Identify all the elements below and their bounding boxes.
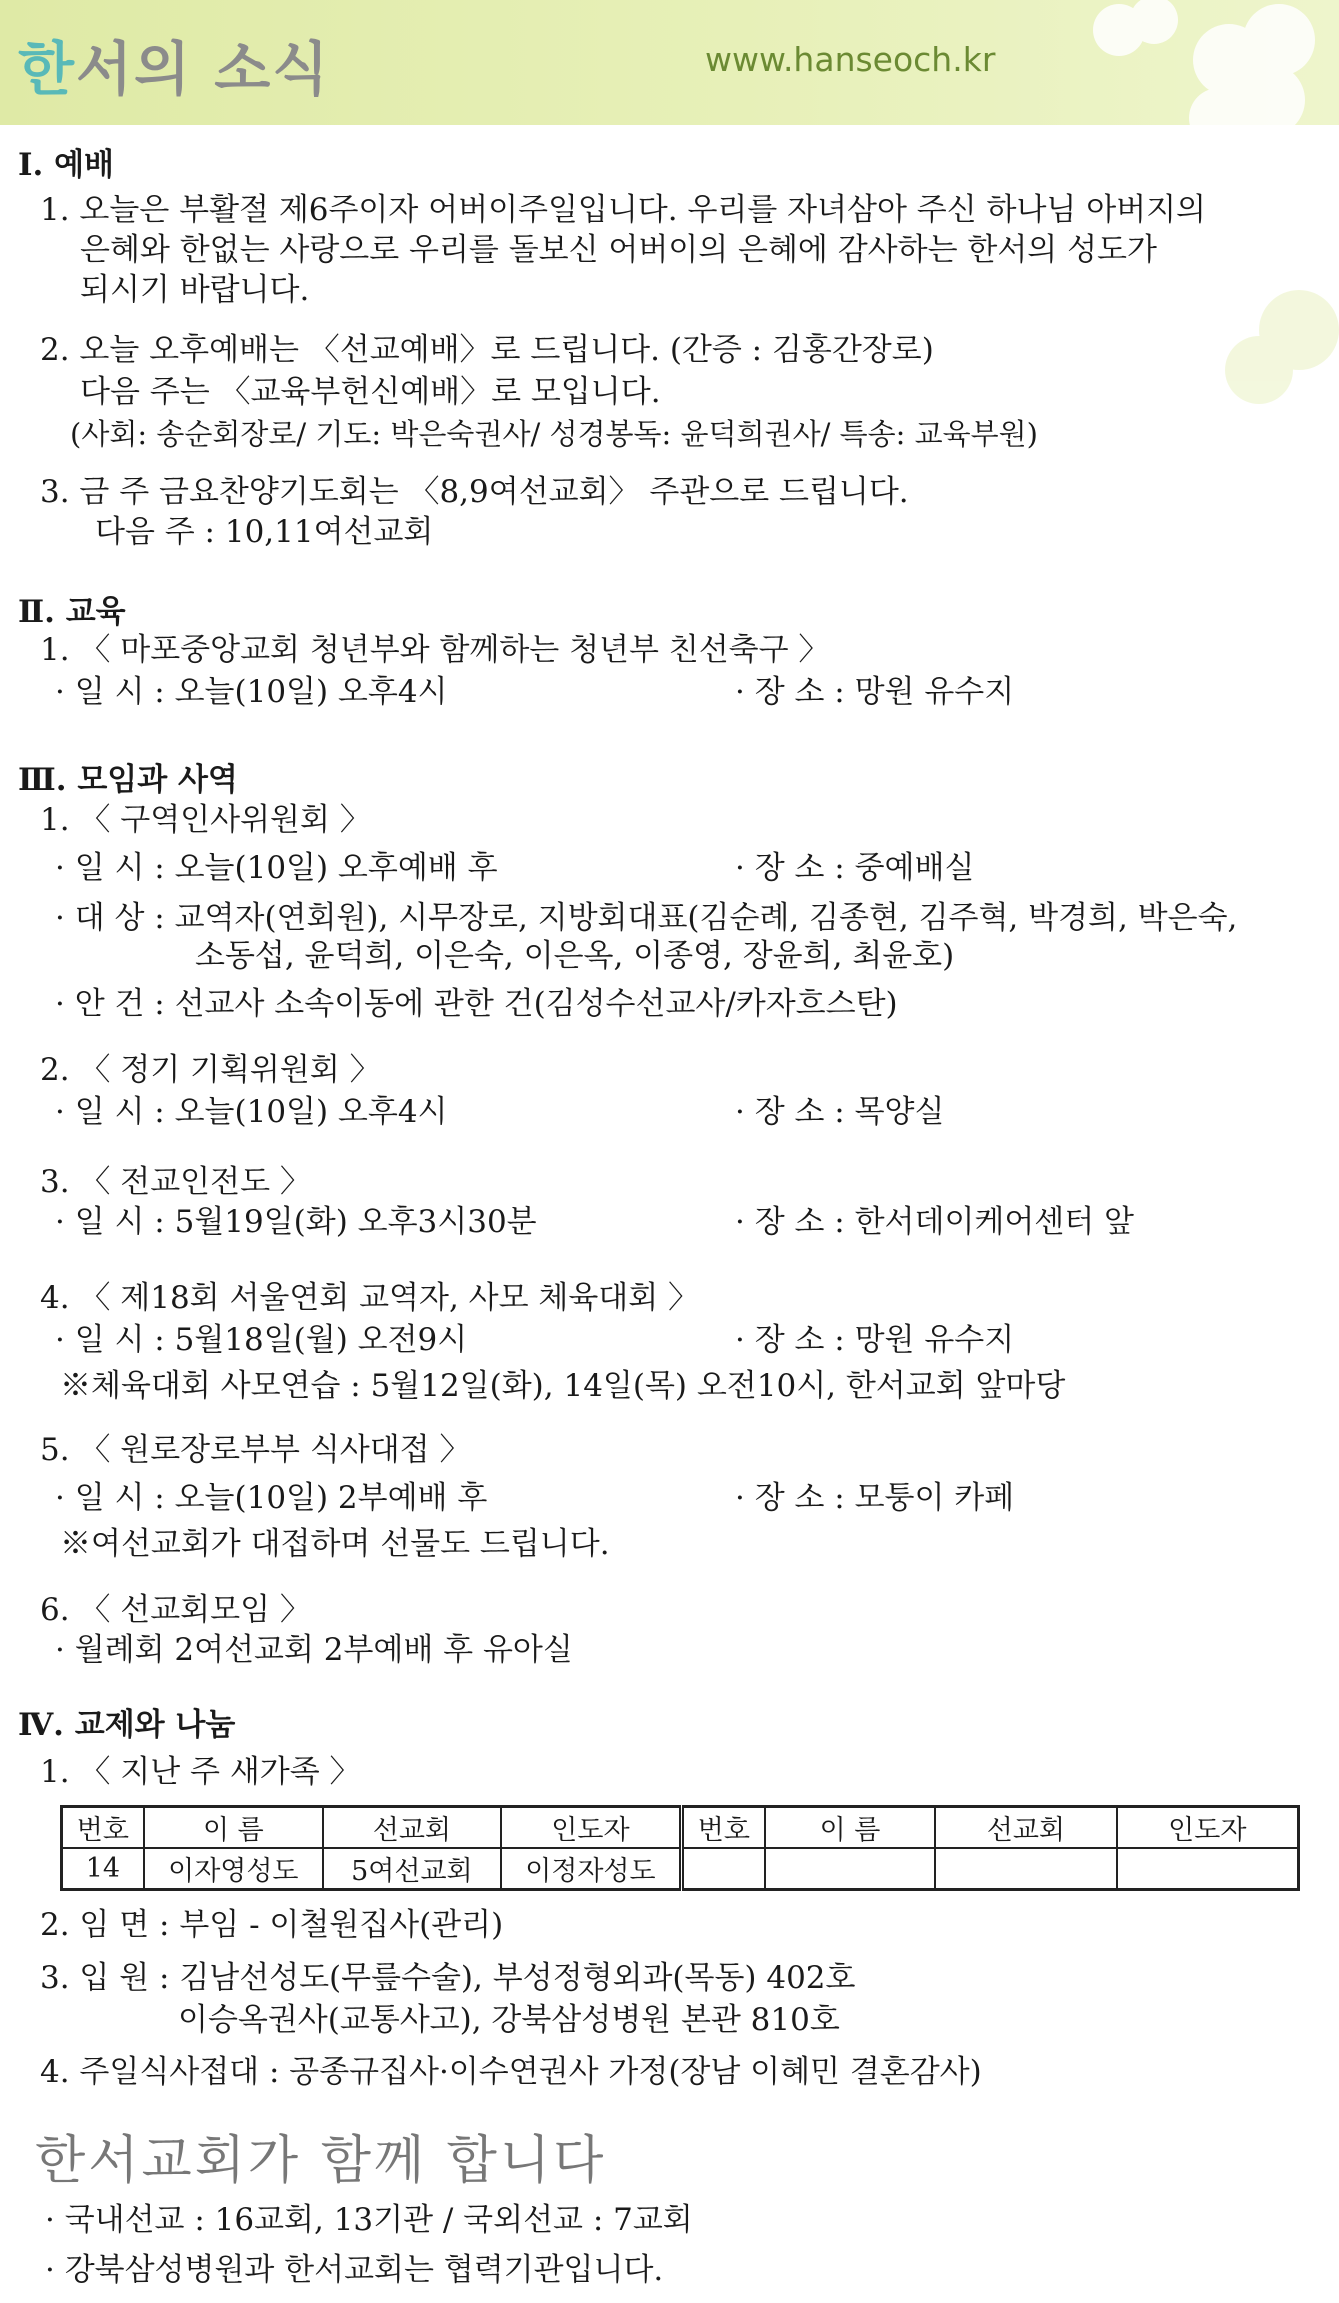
section-worship-heading: Ⅰ. 예배 <box>18 147 114 183</box>
meeting-item-5-where: · 장 소 : 모퉁이 카페 <box>735 1480 1015 1516</box>
footer-line-1: · 국내선교 : 16교회, 13기관 / 국외선교 : 7교회 <box>45 2202 693 2238</box>
table-header-row <box>62 1807 1299 1849</box>
table-header-cell: 인도자 <box>501 1807 682 1849</box>
worship-item-2-line-3: (사회: 송순회장로/ 기도: 박은숙권사/ 성경봉독: 윤덕희권사/ 특송: 교육부원) <box>70 417 1038 451</box>
worship-item-3-line-1: 3. 금 주 금요찬양기도회는 〈8,9여선교회〉 주관으로 드립니다. <box>40 474 909 510</box>
meeting-item-5-note: ※여선교회가 대접하며 선물도 드립니다. <box>60 1526 610 1562</box>
fellowship-item-3-line-1: 3. 입 원 : 김남선성도(무릎수술), 부성정형외과(목동) 402호 <box>40 1960 856 1996</box>
meeting-item-4-where: · 장 소 : 망원 유수지 <box>735 1322 1015 1358</box>
meeting-item-1-where: · 장 소 : 중예배실 <box>735 850 975 886</box>
meeting-item-1-target-line-1: · 대 상 : 교역자(연회원), 시무장로, 지방회대표(김순례, 김종현, 김주혁, 박경희, 박은숙, <box>55 900 1238 936</box>
worship-item-1-line-2: 은혜와 한없는 사랑으로 우리를 돌보신 어버이의 은혜에 감사하는 한서의 성도가 <box>80 232 1157 268</box>
fellowship-item-3-line-2: 이승옥권사(교통사고), 강북삼성병원 본관 810호 <box>178 2002 840 2038</box>
meeting-item-3-title: 3. 〈 전교인전도 〉 <box>40 1164 311 1200</box>
table-cell <box>681 1848 764 1890</box>
section-fellowship-heading: Ⅳ. 교제와 나눔 <box>18 1707 236 1743</box>
meeting-item-5-when: · 일 시 : 오늘(10일) 2부예배 후 <box>55 1480 488 1516</box>
table-cell: 이정자성도 <box>501 1848 682 1890</box>
meeting-item-1-when: · 일 시 : 오늘(10일) 오후예배 후 <box>55 850 498 886</box>
meeting-item-3-when: · 일 시 : 5월19일(화) 오후3시30분 <box>55 1204 537 1240</box>
meeting-item-4-title: 4. 〈 제18회 서울연회 교역자, 사모 체육대회 〉 <box>40 1280 700 1316</box>
meeting-item-4-when: · 일 시 : 5월18일(월) 오전9시 <box>55 1322 468 1358</box>
table-cell <box>765 1848 935 1890</box>
fellowship-item-2: 2. 임 면 : 부임 - 이철원집사(관리) <box>40 1907 504 1943</box>
fellowship-item-1-title: 1. 〈 지난 주 새가족 〉 <box>40 1754 361 1790</box>
table-row <box>62 1848 1299 1890</box>
meeting-item-6-title: 6. 〈 선교회모임 〉 <box>40 1592 311 1628</box>
meeting-item-5-title: 5. 〈 원로장로부부 식사대접 〉 <box>40 1432 471 1468</box>
meeting-item-2-where: · 장 소 : 목양실 <box>735 1094 945 1130</box>
education-item-1-when: · 일 시 : 오늘(10일) 오후4시 <box>55 674 448 710</box>
new-members-table <box>60 1805 1300 1891</box>
title-rest: 서의 소식 <box>76 35 331 103</box>
meeting-item-2-when: · 일 시 : 오늘(10일) 오후4시 <box>55 1094 448 1130</box>
table-cell: 이자영성도 <box>144 1848 323 1890</box>
table-cell <box>1117 1848 1299 1890</box>
table-header-cell: 번호 <box>681 1807 764 1849</box>
section-meetings-heading: Ⅲ. 모임과 사역 <box>18 762 238 798</box>
table-header-cell: 번호 <box>62 1807 144 1849</box>
worship-item-1-line-1: 1. 오늘은 부활절 제6주이자 어버이주일입니다. 우리를 자녀삼아 주신 하나님 아버지의 <box>40 192 1207 228</box>
table-cell <box>935 1848 1116 1890</box>
website-url: www.hanseoch.kr <box>705 40 996 79</box>
table-cell: 14 <box>62 1848 144 1890</box>
table-header-cell: 인도자 <box>1117 1807 1299 1849</box>
table-header-cell: 선교회 <box>323 1807 501 1849</box>
worship-item-2-line-2: 다음 주는 〈교육부헌신예배〉로 모입니다. <box>80 374 661 410</box>
footer-line-2: · 강북삼성병원과 한서교회는 협력기관입니다. <box>45 2252 664 2288</box>
page-title <box>18 22 330 106</box>
education-item-1-where: · 장 소 : 망원 유수지 <box>735 674 1015 710</box>
meeting-item-2-title: 2. 〈 정기 기획위원회 〉 <box>40 1052 381 1088</box>
meeting-item-1-agenda: · 안 건 : 선교사 소속이동에 관한 건(김성수선교사/카자흐스탄) <box>55 986 898 1022</box>
meeting-item-1-title: 1. 〈 구역인사위원회 〉 <box>40 802 371 838</box>
fellowship-item-4: 4. 주일식사접대 : 공종규집사·이수연권사 가정(장남 이혜민 결혼감사) <box>40 2054 982 2090</box>
table-header-cell: 선교회 <box>935 1807 1116 1849</box>
education-item-1-title: 1. 〈 마포중앙교회 청년부와 함께하는 청년부 친선축구 〉 <box>40 632 830 668</box>
meeting-item-4-note: ※체육대회 사모연습 : 5월12일(화), 14일(목) 오전10시, 한서교회 앞마당 <box>60 1368 1066 1404</box>
title-accent: 한 <box>18 35 77 103</box>
section-education-heading: Ⅱ. 교육 <box>18 594 126 630</box>
table-header-cell: 이 름 <box>144 1807 323 1849</box>
meeting-item-1-target-line-2: 소동섭, 윤덕희, 이은숙, 이은옥, 이종영, 장윤희, 최윤호) <box>195 938 955 974</box>
worship-item-1-line-3: 되시기 바랍니다. <box>80 272 310 308</box>
meeting-item-3-where: · 장 소 : 한서데이케어센터 앞 <box>735 1204 1134 1240</box>
worship-item-2-line-1: 2. 오늘 오후예배는 〈선교예배〉로 드립니다. (간증 : 김홍간장로) <box>40 332 934 368</box>
table-header-cell: 이 름 <box>765 1807 935 1849</box>
footer-title: 한서교회가 함께 합니다 <box>35 2131 607 2191</box>
table-cell: 5여선교회 <box>323 1848 501 1890</box>
meeting-item-6-line-1: · 월례회 2여선교회 2부예배 후 유아실 <box>55 1632 573 1668</box>
worship-item-3-line-2: 다음 주 : 10,11여선교회 <box>95 514 434 550</box>
